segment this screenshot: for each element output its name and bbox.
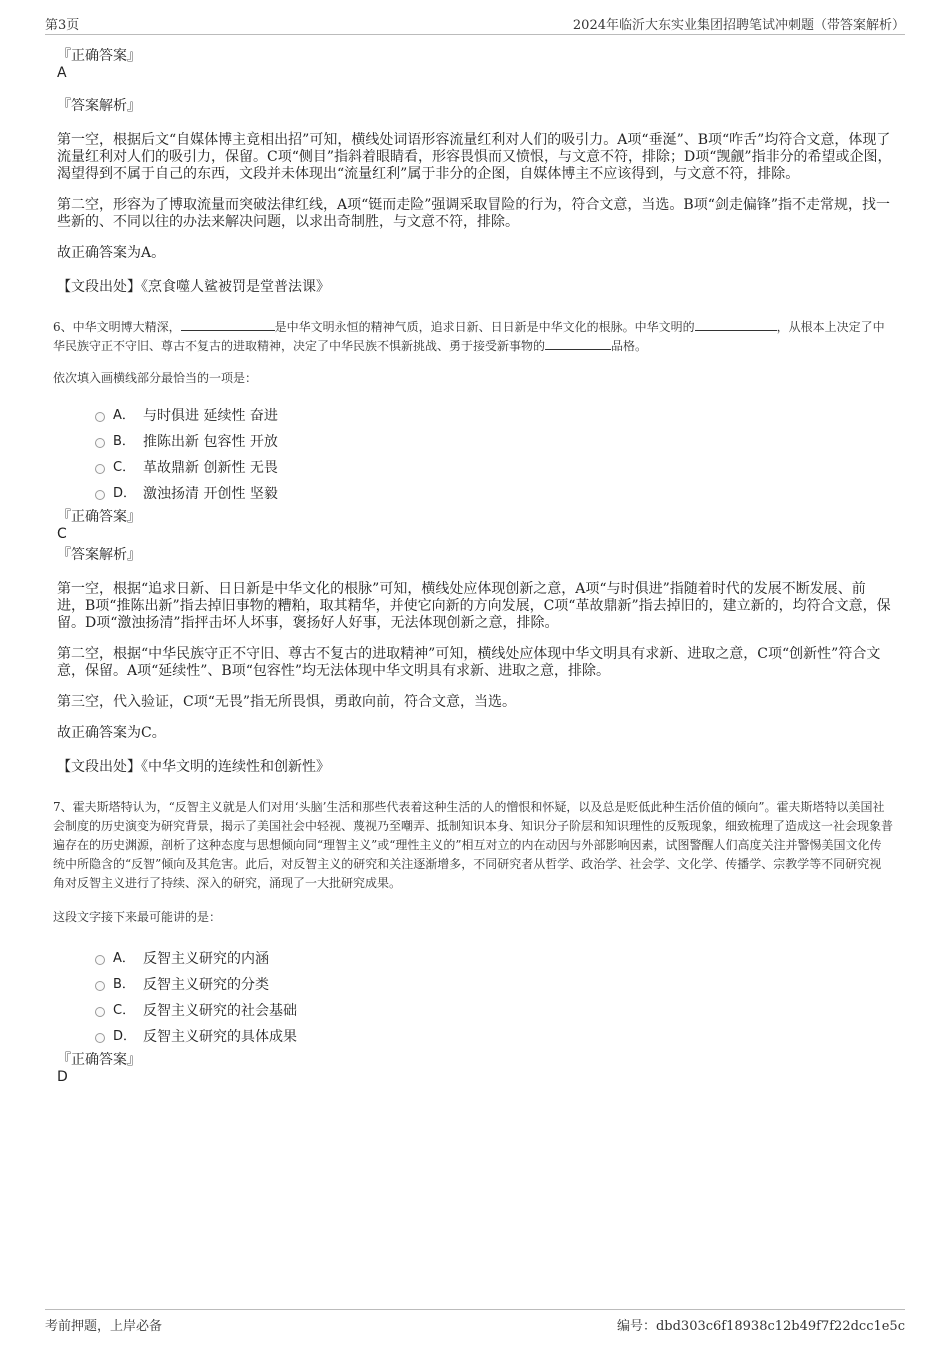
correct-answer-label: 『正确答案』 — [57, 1052, 141, 1068]
document-title: 2024年临沂大东实业集团招聘笔试冲刺题（带答案解析） — [572, 18, 905, 33]
option-text: 反智主义研究的具体成果 — [143, 1029, 297, 1045]
document-body — [53, 48, 894, 1102]
blank-line — [695, 318, 777, 331]
option-letter: B． — [113, 434, 135, 449]
option-b[interactable] — [95, 429, 893, 455]
question-6-text — [53, 318, 893, 356]
footer-slogan: 考前押题，上岸必备 — [45, 1319, 163, 1334]
blank-line — [181, 318, 275, 331]
option-letter: D． — [113, 1029, 137, 1044]
option-d[interactable] — [95, 1024, 893, 1050]
option-letter: C． — [113, 1003, 136, 1018]
question-prompt: 这段文字接下来最可能讲的是： — [53, 910, 222, 924]
options-list — [95, 403, 893, 507]
option-letter: C． — [113, 460, 136, 475]
option-letter: B． — [113, 977, 135, 992]
radio-button[interactable] — [95, 464, 105, 474]
page-header — [45, 14, 905, 35]
passage-source: 【文段出处】《烹食噬人鲨被罚是堂普法课》 — [57, 279, 330, 295]
option-b[interactable] — [95, 972, 893, 998]
radio-button[interactable] — [95, 1007, 105, 1017]
correct-answer-value: C — [57, 526, 67, 542]
option-letter: A． — [113, 408, 135, 423]
option-text: 革故鼎新 创新性 无畏 — [143, 460, 278, 476]
option-c[interactable] — [95, 998, 893, 1024]
passage-source: 【文段出处】《中华文明的连续性和创新性》 — [57, 759, 330, 775]
analysis-conclusion: 故正确答案为A。 — [57, 245, 166, 261]
correct-answer-label: 『正确答案』 — [57, 48, 141, 64]
document-id: 编号：dbd303c6f18938c12b49f7f22dcc1e5c — [616, 1319, 905, 1334]
analysis-paragraph: 第三空，代入验证，C项“无畏”指无所畏惧，勇敢向前，符合文意，当选。 — [57, 694, 517, 710]
page-number: 第3页 — [45, 18, 80, 33]
radio-button[interactable] — [95, 412, 105, 422]
radio-button[interactable] — [95, 438, 105, 448]
analysis-paragraph: 第一空，根据后文“自媒体博主竟相出招”可知，横线处词语形容流量红利对人们的吸引力。A项“垂涎”、B项“咋舌”均符合文意，体现了流量红利对人们的吸引力，保留。C项“侧目”指斜着眼睛看，形容畏惧而又愤恨，与文意不符，排除；D项“觊觎”指非分的希望或企图，渴望得到不属于自己的东西，文段并未体现出“流量红利”属于非分的企图，自媒体博主不应该得到，与文意不符，排除。 — [57, 132, 892, 182]
radio-button[interactable] — [95, 981, 105, 991]
correct-answer-value: A — [57, 65, 67, 81]
option-text: 推陈出新 包容性 开放 — [143, 434, 278, 450]
option-text: 激浊扬清 开创性 坚毅 — [143, 486, 278, 502]
radio-button[interactable] — [95, 1033, 105, 1043]
option-text: 反智主义研究的分类 — [143, 977, 269, 993]
radio-button[interactable] — [95, 490, 105, 500]
analysis-conclusion: 故正确答案为C。 — [57, 725, 166, 741]
radio-button[interactable] — [95, 955, 105, 965]
option-letter: A． — [113, 951, 135, 966]
question-prompt: 依次填入画横线部分最恰当的一项是： — [53, 371, 258, 385]
question-7-text: 7、霍夫斯塔特认为，“反智主义就是人们对用‘头脑’生活和那些代表着这种生活的人的憎恨和怀疑，以及总是贬低此种生活价值的倾向”。霍夫斯塔特以美国社会制度的历史演变为研究背景，揭示了美国社会中轻视、蔑视乃至嘲弄、抵制知识本身、知识分子阶层和知识理性的反叛现象，细致梳理了造成这一社会现象普遍存在的历史渊源，剖析了这种态度与思想倾向同“理智主义”或“理性主义的”相互对立的内在动因与外部影响因素，试图警醒人们高度关注并警惕美国文化传统中所隐含的“反智”倾向及其危害。此后，对反智主义的研究和关注逐渐增多，不同研究者从哲学、政治学、社会学、文化学、传播学、宗教学等不同研究视角对反智主义进行了持续、深入的研究，涌现了一大批研究成果。 — [53, 800, 894, 890]
option-text: 反智主义研究的社会基础 — [143, 1003, 297, 1019]
question-text-part: 6、中华文明博大精深， — [53, 320, 181, 334]
option-a[interactable] — [95, 946, 893, 972]
analysis-paragraph: 第二空，根据“中华民族守正不守旧、尊古不复古的进取精神”可知，横线处应体现中华文明具有求新、进取之意，C项“创新性”符合文意，保留。A项“延续性”、B项“包容性”均无法体现中华文明具有求新、进取之意，排除。 — [57, 646, 881, 679]
analysis-label: 『答案解析』 — [57, 98, 141, 114]
question-text-part: 是中华文明永恒的精神气质，追求日新、日日新是中华文化的根脉。中华文明的 — [274, 320, 695, 334]
correct-answer-label: 『正确答案』 — [57, 509, 141, 525]
analysis-label: 『答案解析』 — [57, 547, 141, 563]
blank-line — [545, 337, 611, 350]
option-c[interactable] — [95, 455, 893, 481]
correct-answer-value: D — [57, 1069, 68, 1085]
option-text: 与时俱进 延续性 奋进 — [143, 408, 278, 424]
option-letter: D． — [113, 486, 137, 501]
option-d[interactable] — [95, 481, 893, 507]
analysis-paragraph: 第一空，根据“追求日新、日日新是中华文化的根脉”可知，横线处应体现创新之意，A项“与时俱进”指随着时代的发展不断发展、前进，B项“推陈出新”指去掉旧事物的糟粕，取其精华，并使它向新的方向发展，C项“革故鼎新”指去掉旧的，建立新的，均符合文意，保留。D项“激浊扬清”指抨击坏人坏事，褒扬好人好事，无法体现创新之意，排除。 — [57, 581, 891, 631]
options-list — [95, 946, 893, 1050]
question-text-part: ，从根本上决定了中华民族守正不守旧、尊古不复古的进取精神，决定了中华民族不惧新挑战、勇于接受新事物的 — [53, 320, 885, 353]
option-text: 反智主义研究的内涵 — [143, 951, 269, 967]
option-a[interactable] — [95, 403, 893, 429]
analysis-paragraph: 第二空，形容为了博取流量而突破法律红线，A项“铤而走险”强调采取冒险的行为，符合文意，当选。B项“剑走偏锋”指不走常规，找一些新的、不同以往的办法来解决问题，以求出奇制胜，与文意不符，排除。 — [57, 197, 891, 230]
question-text-part: 品格。 — [611, 339, 648, 353]
page-footer — [45, 1309, 905, 1332]
